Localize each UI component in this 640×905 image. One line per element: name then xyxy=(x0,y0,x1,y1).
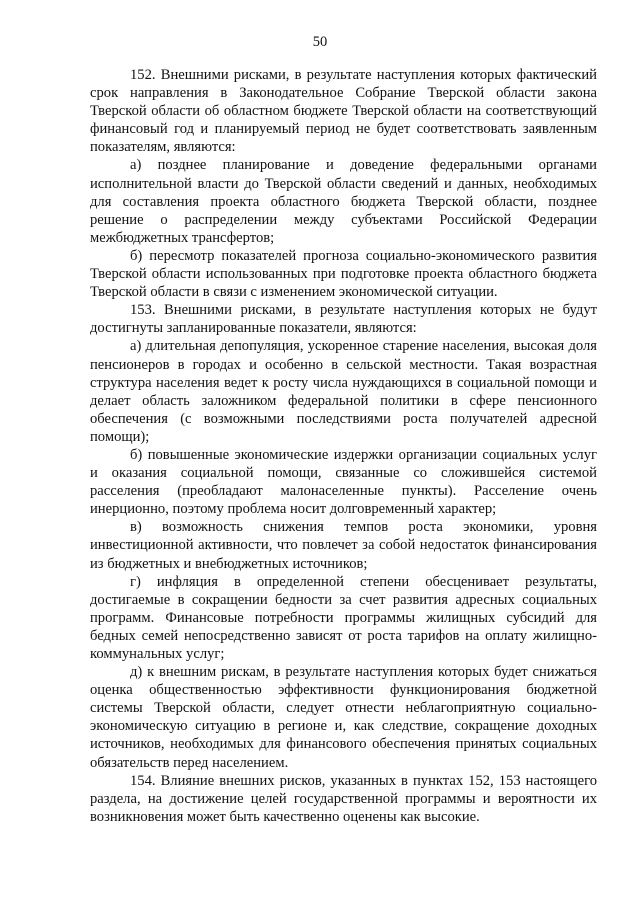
paragraph-152-a: а) позднее планирование и доведение федеральными органами исполнительной власти до Тверской области сведений и данных, необходимых для составления проекта областного бюджета Тверской области, позднее решение о распределении между субъектами Российской Федерации межбюджетных трансфертов; xyxy=(90,157,597,246)
document-body xyxy=(90,66,597,826)
paragraph-153-a: а) длительная депопуляция, ускоренное старение населения, высокая доля пенсионеров в городах и особенно в сельской местности. Такая возрастная структура населения ведет к росту числа нуждающихся в социальной помощи и делает область заложником федеральной политики в сфере пенсионного обеспечения (с возможными последствиями роста получателей адресной помощи); xyxy=(90,338,597,445)
paragraph-153-g: г) инфляция в определенной степени обесценивает результаты, достигаемые в сокращении бедности за счет развития адресных социальных программ. Финансовые потребности программы жилищных субсидий для бедных семей непосредственно зависят от роста тарифов на оплату жилищно-коммунальных услуг; xyxy=(90,573,597,662)
paragraph-153-v: в) возможность снижения темпов роста экономики, уровня инвестиционной активности, что повлечет за собой недостаток финансирования из бюджетных и внебюджетных источников; xyxy=(90,519,597,572)
paragraph-152: 152. Внешними рисками, в результате наступления которых фактический срок направления в Законодательное Собрание Тверской области закона Тверской области об областном бюджете Тверской области на соответствующий финансовый год и планируемый период не будет соответствовать заявленным показателям, являются: xyxy=(90,67,597,156)
page-number: 50 xyxy=(312,34,328,50)
paragraph-153-b: б) повышенные экономические издержки организации социальных услуг и оказания социальной помощи, связанные со сложившейся системой расселения (преобладают малонаселенные пункты). Расселение очень инерционно, поэтому проблема носит долговременный характер; xyxy=(90,446,597,518)
paragraph-152-b: б) пересмотр показателей прогноза социально-экономического развития Тверской области использованных при подготовке проекта областного бюджета Тверской области в связи с изменением экономической ситуации. xyxy=(90,247,597,301)
paragraph-153-d: д) к внешним рискам, в результате наступления которых будет снижаться оценка общественностью эффективности функционирования бюджетной системы Тверской области, следует отнести неблагоприятную социально-экономическую ситуацию в регионе и, как следствие, сокращение доходных источников, необходимых для финансового обеспечения принятых социальных обязательств перед населением. xyxy=(90,664,597,771)
paragraph-153: 153. Внешними рисками, в результате наступления которых не будут достигнуты запланированные показатели, являются: xyxy=(90,302,597,337)
paragraph-154: 154. Влияние внешних рисков, указанных в пунктах 152, 153 настоящего раздела, на достижение целей государственной программы и вероятности их возникновения может быть качественно оценены как высокие. xyxy=(90,772,597,825)
